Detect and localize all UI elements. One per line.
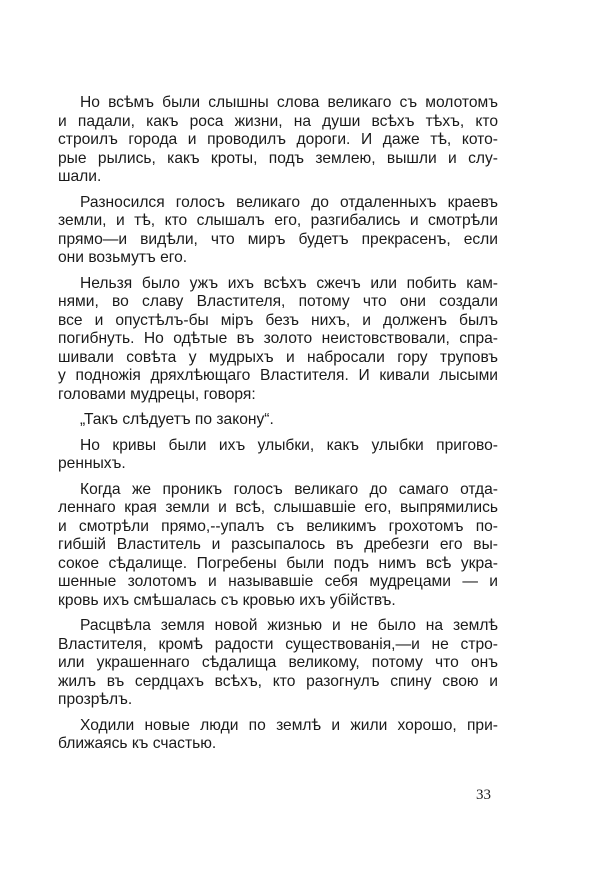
text-line: у подножія дряхлѣющаго Властителя. И кивали лысыми (58, 367, 498, 384)
paragraph (58, 437, 498, 474)
page-body-text (58, 94, 498, 754)
paragraph (58, 481, 498, 611)
text-line: нями, во славу Властителя, потому что они создали (58, 293, 498, 310)
text-line: ближаясь къ счастью. (58, 735, 217, 752)
paragraph (58, 94, 498, 187)
text-line: прямо—и видѣли, что миръ будетъ прекрасенъ, если (58, 230, 498, 248)
text-line: или украшеннаго сѣдалища великому, потому что онъ (58, 654, 498, 671)
page-number: 33 (476, 787, 491, 803)
text-line: кровь ихъ смѣшалась съ кровью ихъ убійствъ. (58, 591, 396, 609)
text-line: рые рылись, какъ кроты, подъ землею, вышли и слу- (58, 149, 498, 167)
text-line: головами мудрецы, говоря: (58, 385, 256, 403)
text-line: Нельзя было ужъ ихъ всѣхъ сжечъ или побить кам- (80, 274, 498, 292)
text-line: „Такъ слѣдуетъ по закону“. (80, 411, 274, 428)
text-line: гибшій Властитель и разсыпалось въ дребезги его вы- (58, 536, 498, 553)
text-line: и падали, какъ роса жизни, на души всѣхъ тѣхъ, кто (58, 112, 498, 130)
text-line: и смотрѣли прямо,--упалъ съ великимъ грохотомъ по- (58, 517, 498, 535)
text-line: шивали совѣта у мудрыхъ и набросали гору труповъ (58, 348, 498, 366)
text-line: Расцвѣла земля новой жизнью и не было на землѣ (80, 617, 498, 634)
paragraph (58, 617, 498, 710)
text-line: жилъ въ сердцахъ всѣхъ, кто разогнулъ спину свою и (58, 672, 498, 690)
paragraph (58, 717, 498, 754)
text-line: Властителя, кромѣ радости существованія,—и не стро- (58, 635, 498, 653)
paragraph (58, 194, 498, 268)
text-line: сокое сѣдалище. Погребены были подъ нимъ всѣ укра- (58, 554, 498, 572)
text-line: Когда же проникъ голосъ великаго до самаго отда- (80, 480, 498, 498)
text-line: прозрѣлъ. (58, 691, 133, 708)
paragraph (58, 275, 498, 405)
text-line: все и опустѣлъ-бы міръ безъ нихъ, и долженъ былъ (58, 311, 498, 329)
text-line: они возьмутъ его. (58, 249, 188, 266)
text-line: шали. (58, 168, 102, 185)
text-line: шенные золотомъ и называвшіе себя мудрецами — и (58, 573, 498, 590)
text-line: Но всѣмъ были слышны слова великаго съ молотомъ (80, 94, 498, 111)
text-line: Ходили новые люди по землѣ и жили хорошо, при- (80, 716, 498, 734)
text-line: ренныхъ. (58, 455, 126, 472)
text-line: Разносился голосъ великаго до отдаленныхъ краевъ (80, 193, 498, 211)
text-line: леннаго края земли и всѣ, слышавшіе его, выпрямились (58, 499, 498, 516)
text-line: Но кривы были ихъ улыбки, какъ улыбки пригово- (80, 436, 498, 454)
text-line: строилъ города и проводилъ дороги. И даже тѣ, кото- (58, 131, 498, 148)
text-line: земли, и тѣ, кто слышалъ его, разгибались и смотрѣли (58, 212, 498, 229)
paragraph (58, 411, 498, 430)
text-line: погибнуть. Но одѣтые въ золото неистовствовали, спра- (58, 330, 498, 347)
